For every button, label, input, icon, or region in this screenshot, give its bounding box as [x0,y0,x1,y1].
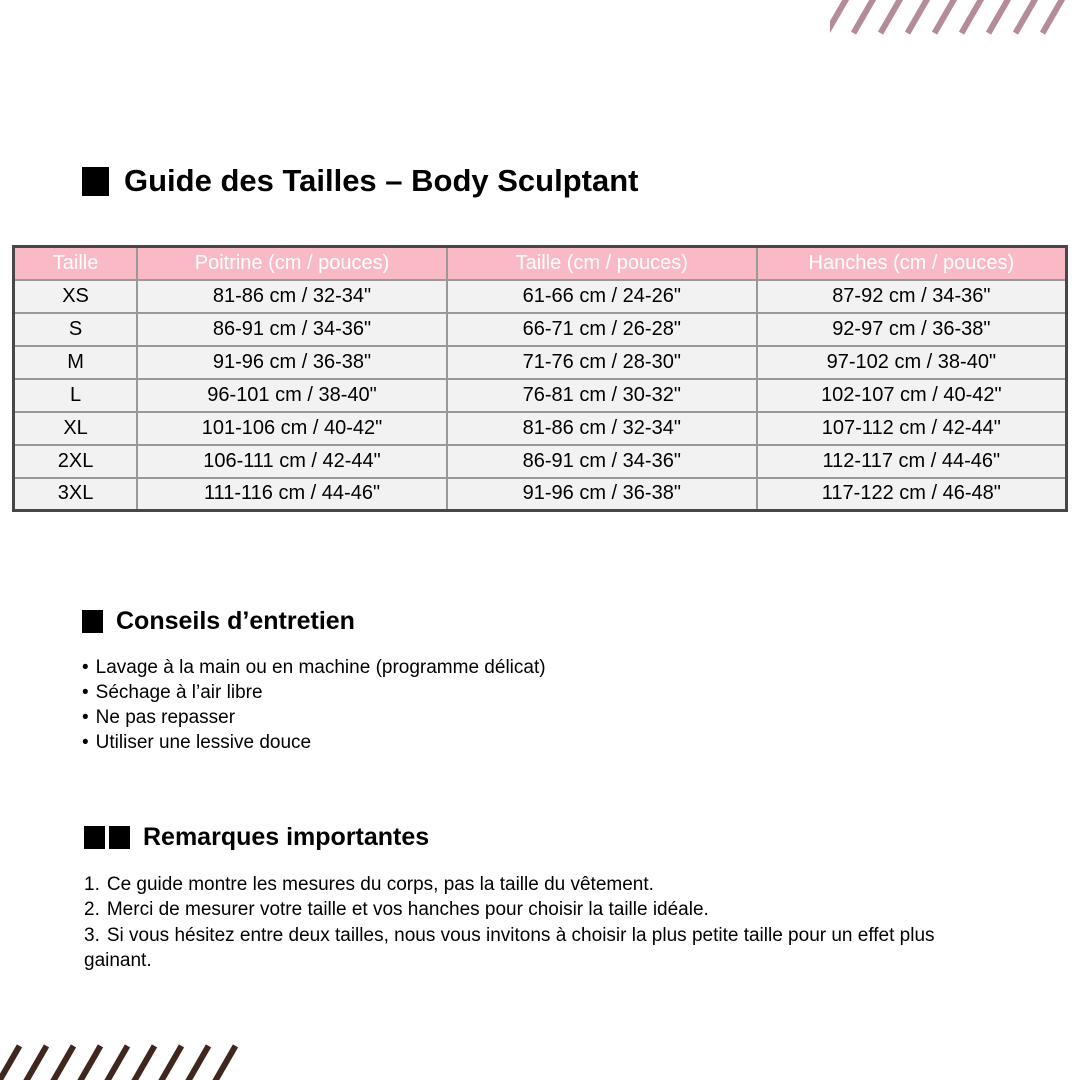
notes-list-item [84,897,984,923]
size-cell: 3XL [14,478,138,511]
care-section [82,608,546,755]
notes-item-text: Ce guide montre les mesures du corps, pas la taille du vêtement. [106,873,654,895]
size-cell: 2XL [14,445,138,478]
chest-cell: 91-96 cm / 36-38" [137,346,447,379]
care-item-text: Séchage à l’air libre [95,681,263,703]
page-title-row [82,164,638,198]
waist-cell: 86-91 cm / 34-36" [447,445,757,478]
care-section-title: Conseils d’entretien [116,607,355,635]
hips-cell: 87-92 cm / 34-36" [757,280,1067,313]
number-marker: 2. [84,899,100,920]
hips-cell: 117-122 cm / 46-48" [757,478,1067,511]
size-cell: L [14,379,138,412]
care-section-heading-row [82,608,546,636]
black-square-icon [109,826,130,849]
notes-item-text: Si vous hésitez entre deux tailles, nous vous invitons à choisir la plus petite taille pour un effet plus gainant. [84,924,935,971]
hips-cell: 102-107 cm / 40-42" [757,379,1067,412]
table-row [14,379,1067,412]
chest-cell: 81-86 cm / 32-34" [137,280,447,313]
chest-cell: 96-101 cm / 38-40" [137,379,447,412]
diagonal-stripe-icon [0,1044,22,1080]
care-item-text: Ne pas repasser [95,706,236,728]
table-row [14,445,1067,478]
table-row [14,412,1067,445]
size-cell: M [14,346,138,379]
table-row [14,346,1067,379]
table-header-row [14,247,1067,280]
hips-cell: 107-112 cm / 42-44" [757,412,1067,445]
size-table-container [12,245,1068,512]
chest-cell: 86-91 cm / 34-36" [137,313,447,346]
care-list [82,655,546,755]
notes-section-heading-row [84,824,984,852]
notes-list-item [84,872,984,898]
chest-cell: 106-111 cm / 42-44" [137,445,447,478]
col-header-hanches: Hanches (cm / pouces) [757,247,1067,280]
black-square-icon [84,826,105,849]
care-list-item [82,730,546,755]
number-marker: 3. [84,924,100,946]
hips-cell: 97-102 cm / 38-40" [757,346,1067,379]
hips-cell: 112-117 cm / 44-46" [757,445,1067,478]
table-row [14,280,1067,313]
chest-cell: 111-116 cm / 44-46" [137,478,447,511]
size-cell: XL [14,412,138,445]
black-square-icon [82,610,103,633]
care-item-text: Lavage à la main ou en machine (programme délicat) [95,656,546,678]
care-list-item [82,705,546,730]
care-list-item [82,655,546,680]
diagonal-stripe-icon [1040,0,1074,35]
waist-cell: 81-86 cm / 32-34" [447,412,757,445]
notes-list [84,872,984,974]
waist-cell: 66-71 cm / 26-28" [447,313,757,346]
waist-cell: 71-76 cm / 28-30" [447,346,757,379]
size-table [12,245,1068,512]
black-square-icon [82,167,109,196]
waist-cell: 61-66 cm / 24-26" [447,280,757,313]
care-item-text: Utiliser une lessive douce [95,731,312,753]
waist-cell: 91-96 cm / 36-38" [447,478,757,511]
bullet-marker: • [82,731,89,753]
care-list-item [82,680,546,705]
notes-section [84,824,984,974]
notes-item-text: Merci de mesurer votre taille et vos hanches pour choisir la taille idéale. [106,899,709,920]
bullet-marker: • [82,656,89,678]
waist-cell: 76-81 cm / 30-32" [447,379,757,412]
table-row [14,478,1067,511]
notes-section-title: Remarques importantes [143,823,430,851]
corner-stripes-top-right [830,0,1080,40]
bullet-marker: • [82,706,89,728]
size-cell: XS [14,280,138,313]
col-header-poitrine: Poitrine (cm / pouces) [137,247,447,280]
hips-cell: 92-97 cm / 36-38" [757,313,1067,346]
col-header-taille-mesure: Taille (cm / pouces) [447,247,757,280]
chest-cell: 101-106 cm / 40-42" [137,412,447,445]
col-header-taille: Taille [14,247,138,280]
table-row [14,313,1067,346]
number-marker: 1. [84,873,100,895]
notes-list-item [84,923,984,974]
corner-stripes-bottom-left [0,1038,242,1080]
size-cell: S [14,313,138,346]
page-title: Guide des Tailles – Body Sculptant [124,163,639,198]
bullet-marker: • [82,681,89,703]
